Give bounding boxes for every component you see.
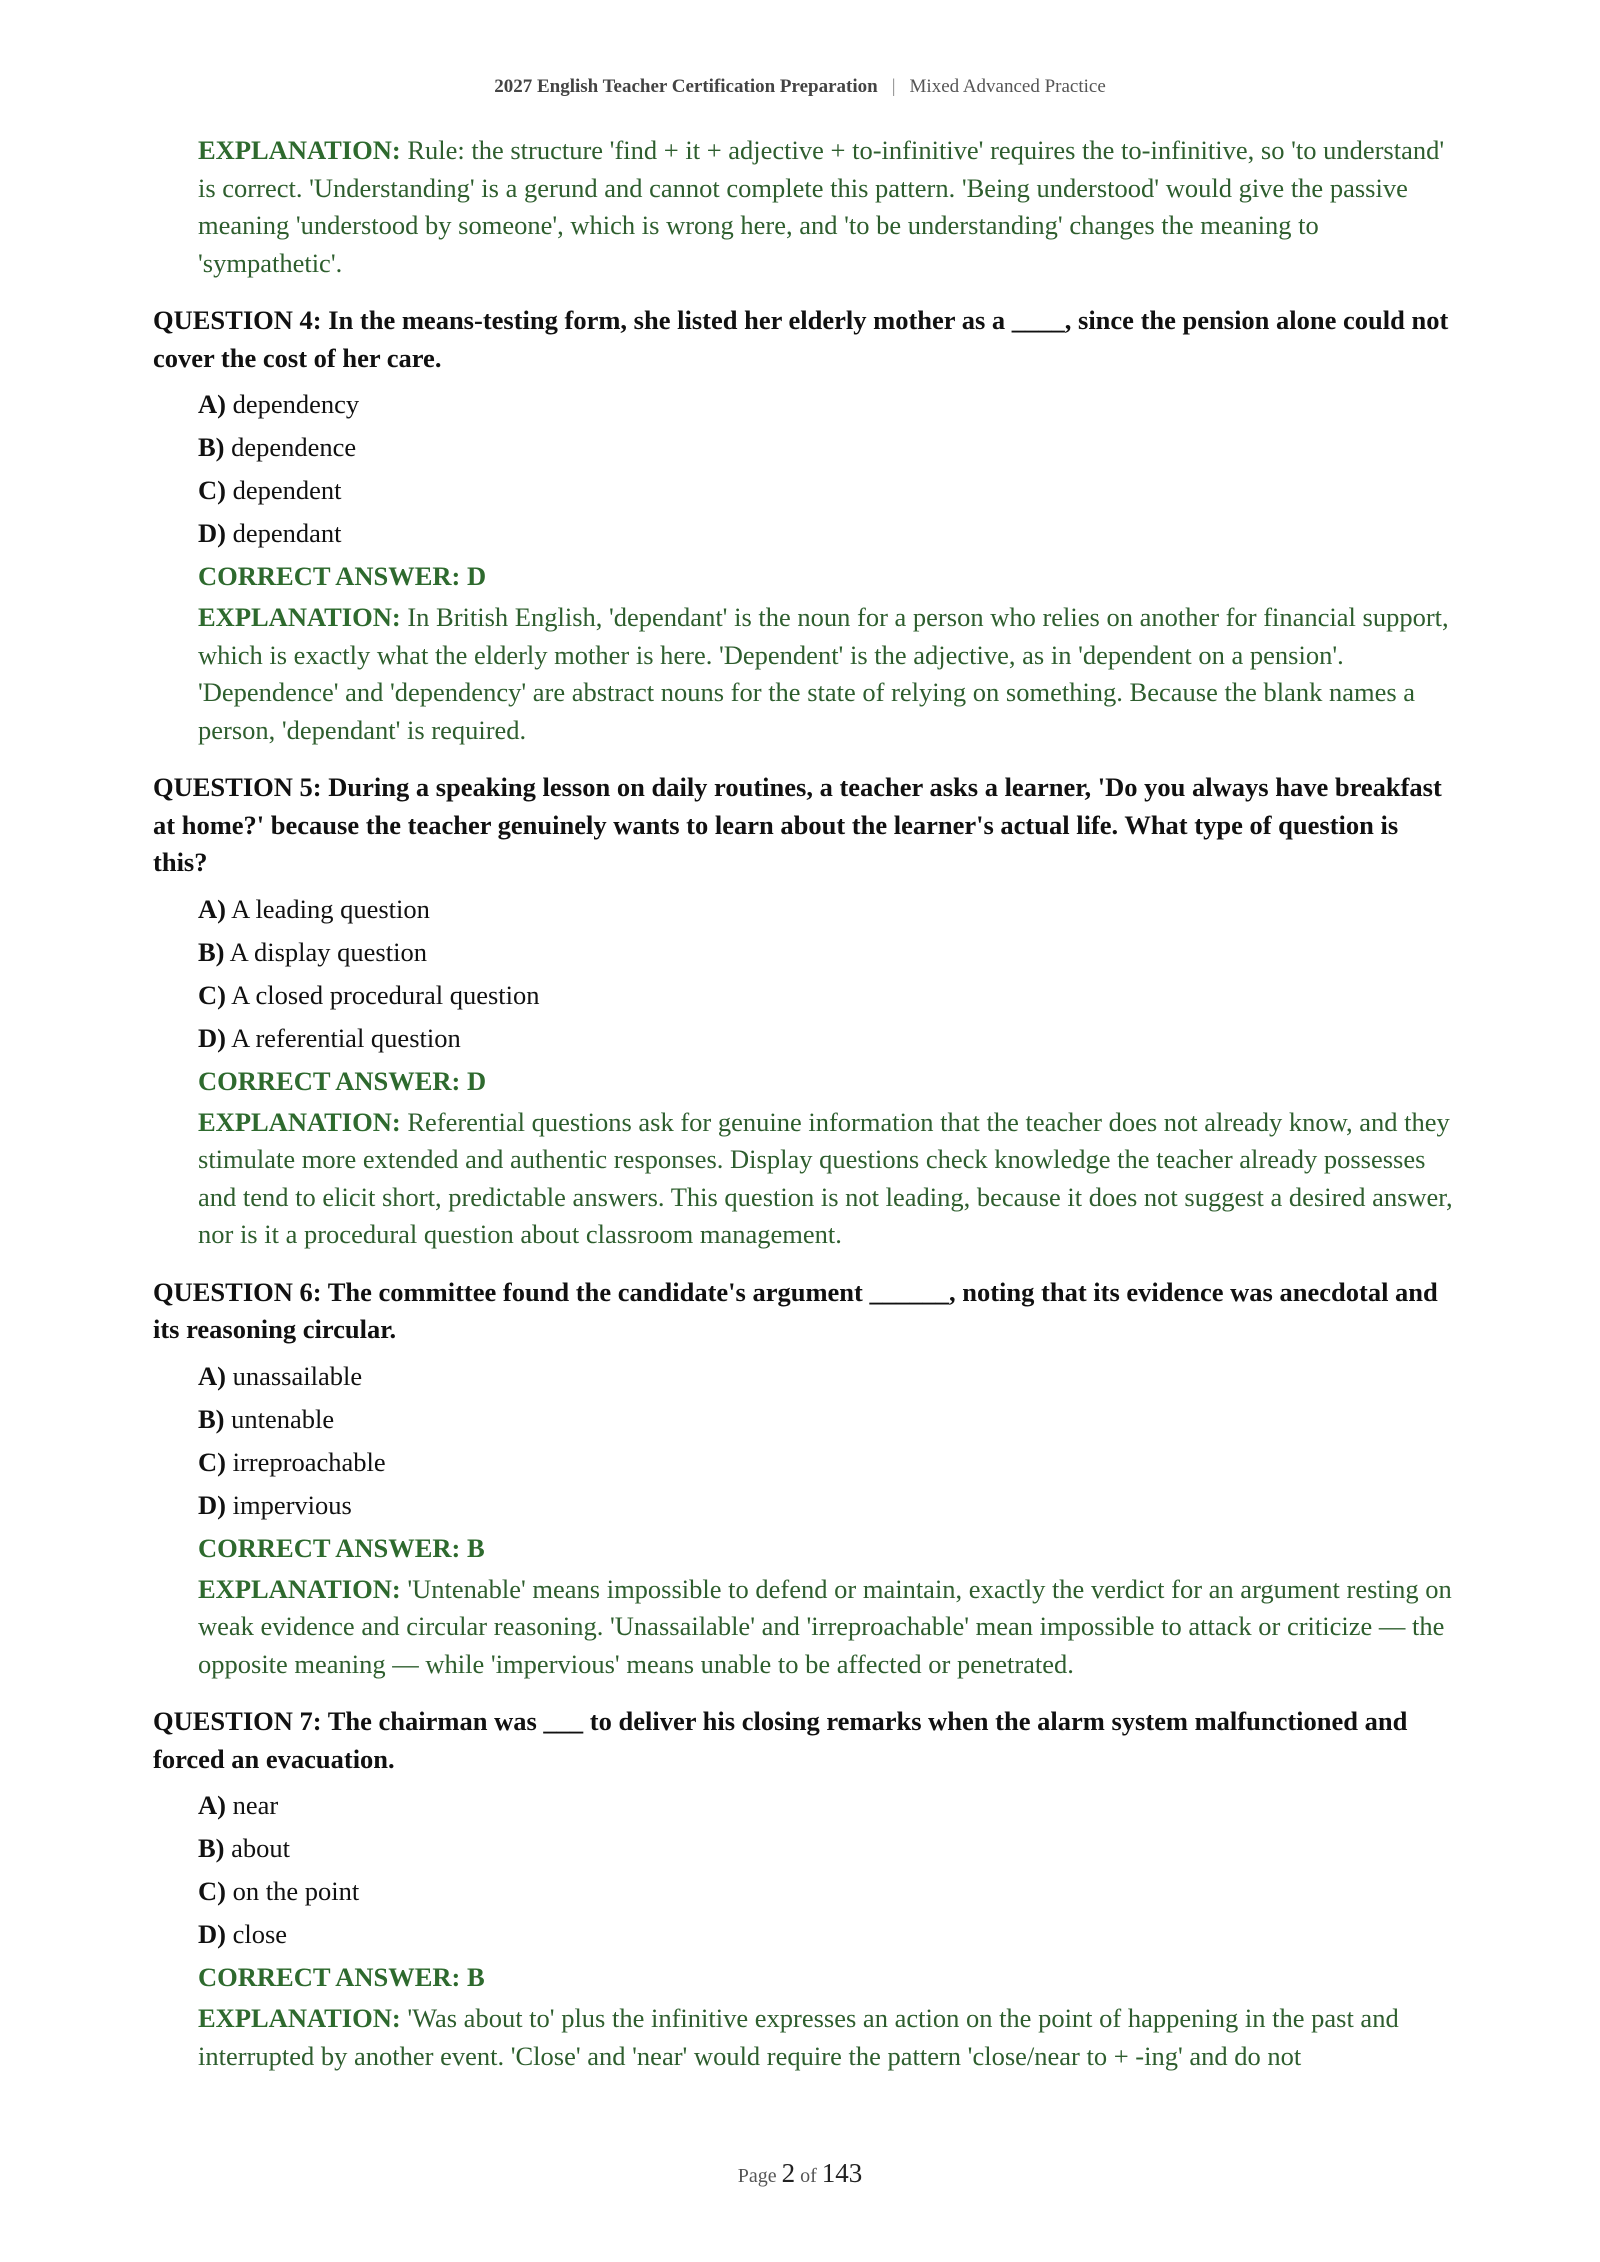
- option-letter: B): [198, 432, 225, 462]
- explanation-text: 'Untenable' means impossible to defend or maintain, exactly the verdict for an argument resting on weak evidence and circular reasoning. 'Unassailable' and 'irreproachable' mean impossible to attack or criticize — the opposite meaning — while 'impervious' means unable to be affected or penetrated.: [198, 1573, 1452, 1679]
- options-list: [153, 888, 1453, 1060]
- option-letter: C): [198, 1876, 226, 1906]
- option-text: dependant: [232, 518, 342, 548]
- option-text: dependence: [231, 432, 357, 462]
- page-content: [153, 132, 1453, 2075]
- option-text: dependency: [232, 389, 360, 419]
- option-c: [198, 1870, 1453, 1913]
- option-letter: B): [198, 1833, 225, 1863]
- page-footer: [0, 2158, 1600, 2189]
- explanation-label: EXPLANATION:: [198, 135, 401, 165]
- option-a: [198, 1355, 1453, 1398]
- option-letter: A): [198, 1790, 226, 1820]
- explanation: [198, 1104, 1453, 1254]
- option-letter: C): [198, 475, 226, 505]
- option-d: [198, 1913, 1453, 1956]
- option-letter: A): [198, 1360, 226, 1391]
- top-explanation: [198, 132, 1453, 282]
- document-title: 2027 English Teacher Certification Preparation: [494, 76, 878, 97]
- explanation-text: 'Was about to' plus the infinitive expresses an action on the point of happening in the past and interrupted by another event. 'Close' and 'near' would require the pattern 'close/near to + -ing' and do not: [198, 2003, 1399, 2071]
- option-c: [198, 469, 1453, 512]
- total-pages: 143: [821, 2158, 863, 2188]
- explanation-label: EXPLANATION:: [198, 1573, 401, 1604]
- explanation: [198, 2000, 1453, 2075]
- options-list: [153, 1784, 1453, 1956]
- option-letter: C): [198, 979, 226, 1010]
- question-text: QUESTION 5: During a speaking lesson on daily routines, a teacher asks a learner, 'Do you always have breakfast at home?' because the teacher genuinely wants to learn about the learner's actual life. What type of question is this?: [153, 772, 1442, 877]
- option-d: [198, 512, 1453, 555]
- option-letter: D): [198, 1022, 226, 1053]
- page-number: 2: [781, 2158, 796, 2188]
- option-letter: A): [198, 389, 226, 419]
- explanation-text: Rule: the structure 'find + it + adjective + to-infinitive' requires the to-infinitive, so 'to understand' is correct. 'Understanding' is a gerund and cannot complete this pattern. 'Being understood' would give the passive meaning 'understood by someone', which is wrong here, and 'to be understanding' changes the meaning to 'sympathetic'.: [198, 135, 1445, 278]
- correct-answer: CORRECT ANSWER: D: [198, 1065, 487, 1096]
- page-word: Page: [737, 2165, 777, 2187]
- option-text: irreproachable: [232, 1446, 386, 1477]
- options-list: [153, 383, 1453, 555]
- option-text: close: [232, 1919, 288, 1949]
- explanation-label: EXPLANATION:: [198, 1106, 401, 1137]
- options-list: [153, 1355, 1453, 1527]
- option-b: [198, 931, 1453, 974]
- option-b: [198, 426, 1453, 469]
- explanation-text: In British English, 'dependant' is the noun for a person who relies on another for financial support, which is exactly what the elderly mother is here. 'Dependent' is the adjective, as in 'dependent on a pension'. 'Dependence' and 'dependency' are abstract nouns for the state of relying on something. Because the blank names a person, 'dependant' is required.: [198, 602, 1449, 745]
- option-d: [198, 1484, 1453, 1527]
- question-block-4: [153, 302, 1453, 749]
- option-text: A closed procedural question: [231, 979, 540, 1010]
- option-c: [198, 1441, 1453, 1484]
- option-b: [198, 1398, 1453, 1441]
- option-text: A referential question: [231, 1022, 461, 1053]
- explanation-label: EXPLANATION:: [198, 2003, 401, 2033]
- option-text: A display question: [229, 936, 427, 967]
- header-separator: |: [891, 76, 896, 97]
- page-header: [0, 76, 1600, 98]
- option-text: near: [232, 1790, 279, 1820]
- question-block-6: [153, 1274, 1453, 1684]
- option-letter: C): [198, 1446, 226, 1477]
- option-d: [198, 1017, 1453, 1060]
- option-letter: D): [198, 518, 226, 548]
- option-text: A leading question: [231, 893, 430, 924]
- question-block-5: [153, 769, 1453, 1254]
- option-a: [198, 383, 1453, 426]
- of-word: of: [800, 2165, 817, 2187]
- option-c: [198, 974, 1453, 1017]
- option-text: impervious: [232, 1489, 352, 1520]
- option-a: [198, 888, 1453, 931]
- option-text: unassailable: [232, 1360, 363, 1391]
- correct-answer: CORRECT ANSWER: B: [198, 1532, 485, 1563]
- question-text: QUESTION 6: The committee found the candidate's argument ______, noting that its evidence was anecdotal and its reasoning circular.: [153, 1276, 1438, 1344]
- option-letter: B): [198, 1403, 225, 1434]
- question-text: QUESTION 7: The chairman was ___ to deliver his closing remarks when the alarm system malfunctioned and forced an evacuation.: [153, 1706, 1408, 1774]
- explanation-label: EXPLANATION:: [198, 602, 401, 632]
- document-subtitle: Mixed Advanced Practice: [909, 76, 1106, 97]
- option-letter: A): [198, 893, 226, 924]
- option-text: about: [231, 1833, 290, 1863]
- question-block-7: [153, 1703, 1453, 2075]
- option-a: [198, 1784, 1453, 1827]
- explanation: [198, 599, 1453, 749]
- option-letter: D): [198, 1919, 226, 1949]
- option-text: on the point: [232, 1876, 360, 1906]
- option-b: [198, 1827, 1453, 1870]
- explanation-text: Referential questions ask for genuine information that the teacher does not already know, and they stimulate more extended and authentic responses. Display questions check knowledge the teacher already possesses and tend to elicit short, predictable answers. This question is not leading, because it does not suggest a desired answer, nor is it a procedural question about classroom management.: [198, 1106, 1453, 1249]
- option-letter: D): [198, 1489, 226, 1520]
- correct-answer: CORRECT ANSWER: B: [198, 1962, 485, 1992]
- option-text: dependent: [232, 475, 342, 505]
- correct-answer: CORRECT ANSWER: D: [198, 561, 487, 591]
- explanation: [198, 1571, 1453, 1684]
- option-letter: B): [198, 936, 225, 967]
- question-text: QUESTION 4: In the means-testing form, she listed her elderly mother as a ____, since the pension alone could not cover the cost of her care.: [153, 305, 1449, 373]
- option-text: untenable: [231, 1403, 335, 1434]
